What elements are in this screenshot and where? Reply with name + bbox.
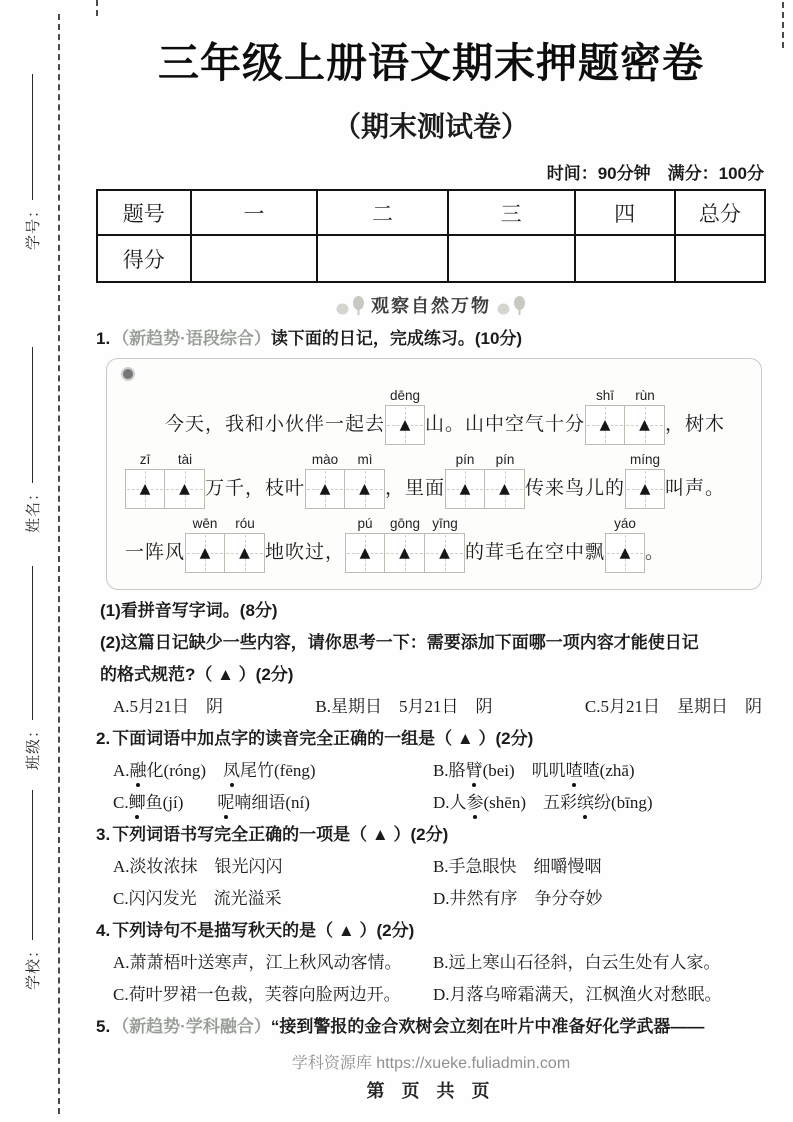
writing-box-group [125,451,205,509]
page-subtitle: （期末测试卷） [332,111,529,142]
q4-options-row2 [96,984,766,1006]
q1-sub2-option-b: B.星期日 5月21日 阴 [315,697,493,716]
q2-number: 2. [96,729,111,748]
writing-box-cell [305,451,345,509]
q3-option-b: B.手急眼快 细嚼慢咽 [432,857,602,876]
q5-stem-text: “接到警报的金合欢树会立刻在叶片中准备好化学武器—— [270,1017,705,1036]
footer-page-number: 第 页 共 页 [366,1081,496,1101]
q3-stem-text: 下列词语书写完全正确的一项是（ ▲ ）(2分) [112,825,449,844]
writing-box-cell [445,451,485,509]
pinyin-label: mì [357,452,373,467]
q2-options-row2 [96,792,766,814]
writing-box-cell [185,515,225,573]
character-writing-box[interactable] [425,533,465,573]
exam-time-score-info: 时间：90分钟 满分：100分 [546,164,764,183]
diary-text: 山。山中空气十分 [425,414,586,435]
answer-triangle: ▲ [439,545,450,561]
q3-stem [96,824,766,846]
footer-source-link[interactable]: 学科资源库 https://xueke.fuliadmin.com [291,1055,571,1072]
dotted-character: 缤 [576,793,594,812]
student-name-label: 姓名： [24,484,42,533]
class-field [19,566,45,770]
character-writing-box[interactable] [345,533,385,573]
character-writing-box[interactable] [305,469,345,509]
writing-box-group [185,515,265,573]
school-field [19,790,45,990]
q3-options-row1 [96,856,766,878]
character-writing-box[interactable] [585,405,625,445]
character-writing-box[interactable] [345,469,385,509]
score-cell-part2[interactable] [317,235,447,282]
answer-triangle: ▲ [319,481,331,497]
dotted-character: 喳 [565,761,583,780]
diary-text: 。 [645,542,666,563]
pinyin-label: pín [495,452,515,467]
diary-text: 地吹过， [265,542,346,563]
score-cell-part4[interactable] [575,235,675,282]
binding-dashed-line [58,14,60,1114]
character-writing-box[interactable] [605,533,645,573]
dotted-character: 鲫 [128,793,146,812]
q2-option-b: B.胳臂(bei) 叽叽喳喳(zhā) [432,761,635,780]
character-writing-box[interactable] [445,469,485,509]
school-label: 学校： [24,941,42,990]
q2-stem [96,728,766,750]
answer-triangle: ▲ [639,417,650,433]
answer-triangle: ▲ [599,417,611,433]
score-header-part4: 四 [575,190,675,235]
score-cell-part1[interactable] [191,235,318,282]
writing-box-cell [485,451,525,509]
q1-sub-question-1: (1)看拼音写字词。(8分) [100,601,278,620]
q2-option-c: C.鲫鱼(jí) 呢喃细语(ní) [113,793,310,812]
student-id-field [19,74,45,250]
section-title: 观察自然万物 [371,296,491,316]
writing-box-group [585,387,665,445]
q1-number: 1. [96,329,111,348]
answer-triangle: ▲ [619,545,631,561]
tree-icon [497,296,526,315]
diary-text: 的茸毛在空中飘 [465,542,606,563]
page-title: 三年级上册语文期末押题密卷 [158,40,704,86]
q1-trend-tag: （新趋势·语段综合） [112,329,271,348]
student-name-blank-line[interactable] [32,347,33,483]
q4-option-c: C.荷叶罗裙一色裁，芙蓉向脸两边开。 [113,985,401,1004]
pinyin-label: wēn [192,516,218,531]
writing-box-cell [585,387,625,445]
answer-triangle: ▲ [459,481,471,497]
dotted-character: 凤 [223,761,241,780]
answer-triangle: ▲ [499,481,510,497]
q3-option-c: C.闪闪发光 流光溢采 [113,889,282,908]
writing-box-cell [425,515,465,573]
tree-icon [336,296,365,315]
student-name-field [19,347,45,533]
answer-triangle: ▲ [139,481,151,497]
q1-stem [96,328,766,350]
q4-number: 4. [96,921,111,940]
score-table-score-row [97,235,765,282]
writing-box-group [445,451,525,509]
answer-triangle: ▲ [399,417,411,433]
q3-number: 3. [96,825,111,844]
pinyin-label: tài [177,452,193,467]
q1-sub2-options [96,696,766,718]
q5-number: 5. [96,1017,111,1036]
pin-icon [123,369,133,379]
q1-sub-question-2-line2: 的格式规范?（ ▲ ）(2分) [100,665,294,684]
score-table [96,189,766,283]
writing-box-cell [385,515,425,573]
writing-box-cell [165,451,205,509]
q4-option-b: B.远上寒山石径斜，白云生处有人家。 [432,953,721,972]
q4-stem [96,920,766,942]
q4-option-a: A.萧萧梧叶送寒声，江上秋风动客情。 [113,953,402,972]
school-blank-line[interactable] [32,790,33,940]
score-table-header-row [97,190,765,235]
q5-stem [96,1016,766,1038]
q3-options-row2 [96,888,766,910]
student-id-blank-line[interactable] [32,74,33,200]
q1-stem-text: 读下面的日记，完成练习。(10分) [270,329,523,348]
writing-box-group [625,451,665,509]
writing-box-cell [345,515,385,573]
diary-line-2 [125,451,745,509]
answer-triangle: ▲ [239,545,250,561]
answer-triangle: ▲ [639,481,651,497]
score-header-part3: 三 [448,190,575,235]
answer-triangle: ▲ [399,545,410,561]
score-cell-total[interactable] [675,235,765,282]
q5-trend-tag: （新趋势·学科融合） [112,1017,271,1036]
diary-text: 今天，我和小伙伴一起去 [165,414,386,435]
q4-stem-text: 下列诗句不是描写秋天的是（ ▲ ）(2分) [112,921,415,940]
class-label: 班级： [24,721,42,770]
pinyin-label: róu [235,516,255,531]
answer-triangle: ▲ [199,545,211,561]
character-writing-box[interactable] [385,533,425,573]
character-writing-box[interactable] [165,469,205,509]
diary-text: ，树木 [665,414,726,435]
dotted-character: 呢 [217,793,235,812]
diary-text: 叫声。 [665,478,726,499]
character-writing-box[interactable] [125,469,165,509]
diary-box [106,358,762,590]
diary-text: 一阵风 [125,542,186,563]
character-writing-box[interactable] [385,405,425,445]
pinyin-label: pín [455,452,475,467]
score-header-part2: 二 [317,190,447,235]
score-header-part1: 一 [191,190,318,235]
q4-options-row1 [96,952,766,974]
q2-option-a: A.融化(róng) 凤尾竹(fēng) [113,761,316,780]
diary-text: ，里面 [385,478,446,499]
q1-sub-question-2-line1: (2)这篇日记缺少一些内容，请你思考一下：需要添加下面哪一项内容才能使日记 [100,633,699,652]
writing-box-group [345,515,465,573]
class-blank-line[interactable] [32,566,33,720]
q2-option-d: D.人参(shēn) 五彩缤纷(bīng) [432,793,653,812]
main-content [96,0,766,1103]
answer-triangle: ▲ [179,481,190,497]
dotted-character: 臂 [465,761,483,780]
q3-option-a: A.淡妆浓抹 银光闪闪 [113,857,283,876]
character-writing-box[interactable] [185,533,225,573]
pinyin-label: gōng [390,516,421,531]
writing-box-cell [625,387,665,445]
character-writing-box[interactable] [625,469,665,509]
score-cell-part3[interactable] [448,235,575,282]
score-header-question: 题号 [97,190,191,235]
writing-box-group [605,515,645,573]
writing-box-cell [605,515,645,573]
q2-stem-text: 下面词语中加点字的读音完全正确的一组是（ ▲ ）(2分) [112,729,534,748]
dotted-character: 融 [129,761,147,780]
q3-option-d: D.井然有序 争分夺妙 [432,889,603,908]
character-writing-box[interactable] [485,469,525,509]
pinyin-label: rùn [635,388,655,403]
pinyin-label: míng [630,452,661,467]
diary-text: 万千，枝叶 [205,478,306,499]
pinyin-label: shī [596,388,615,403]
answer-triangle: ▲ [359,545,371,561]
q4-option-d: D.月落乌啼霜满天，江枫渔火对愁眠。 [432,985,722,1004]
dotted-character: 参 [466,793,484,812]
writing-box-cell [225,515,265,573]
writing-box-group [305,451,385,509]
writing-box-group [385,387,425,445]
q1-sub2-option-a: A.5月21日 阴 [113,697,224,716]
diary-line-1 [125,387,745,445]
writing-box-cell [625,451,665,509]
score-header-total: 总分 [675,190,765,235]
student-id-label: 学号： [24,201,42,250]
top-right-dash-mark [782,2,784,48]
diary-line-3 [125,515,745,573]
answer-triangle: ▲ [359,481,370,497]
page-footer [96,1050,766,1103]
character-writing-box[interactable] [625,405,665,445]
writing-box-cell [125,451,165,509]
diary-text: 传来鸟儿的 [525,478,626,499]
pinyin-label: mào [311,452,339,467]
score-row-label: 得分 [97,235,191,282]
pinyin-label: yīng [432,516,458,531]
pinyin-label: yáo [614,516,636,531]
q2-options-row1 [96,760,766,782]
section-header [96,292,766,318]
pinyin-label: dēng [389,388,421,403]
character-writing-box[interactable] [225,533,265,573]
pinyin-label: zī [139,452,151,467]
writing-box-cell [385,387,425,445]
writing-box-cell [345,451,385,509]
pinyin-label: pú [357,516,373,531]
q1-sub2-option-c: C.5月21日 星期日 阴 [584,697,762,716]
